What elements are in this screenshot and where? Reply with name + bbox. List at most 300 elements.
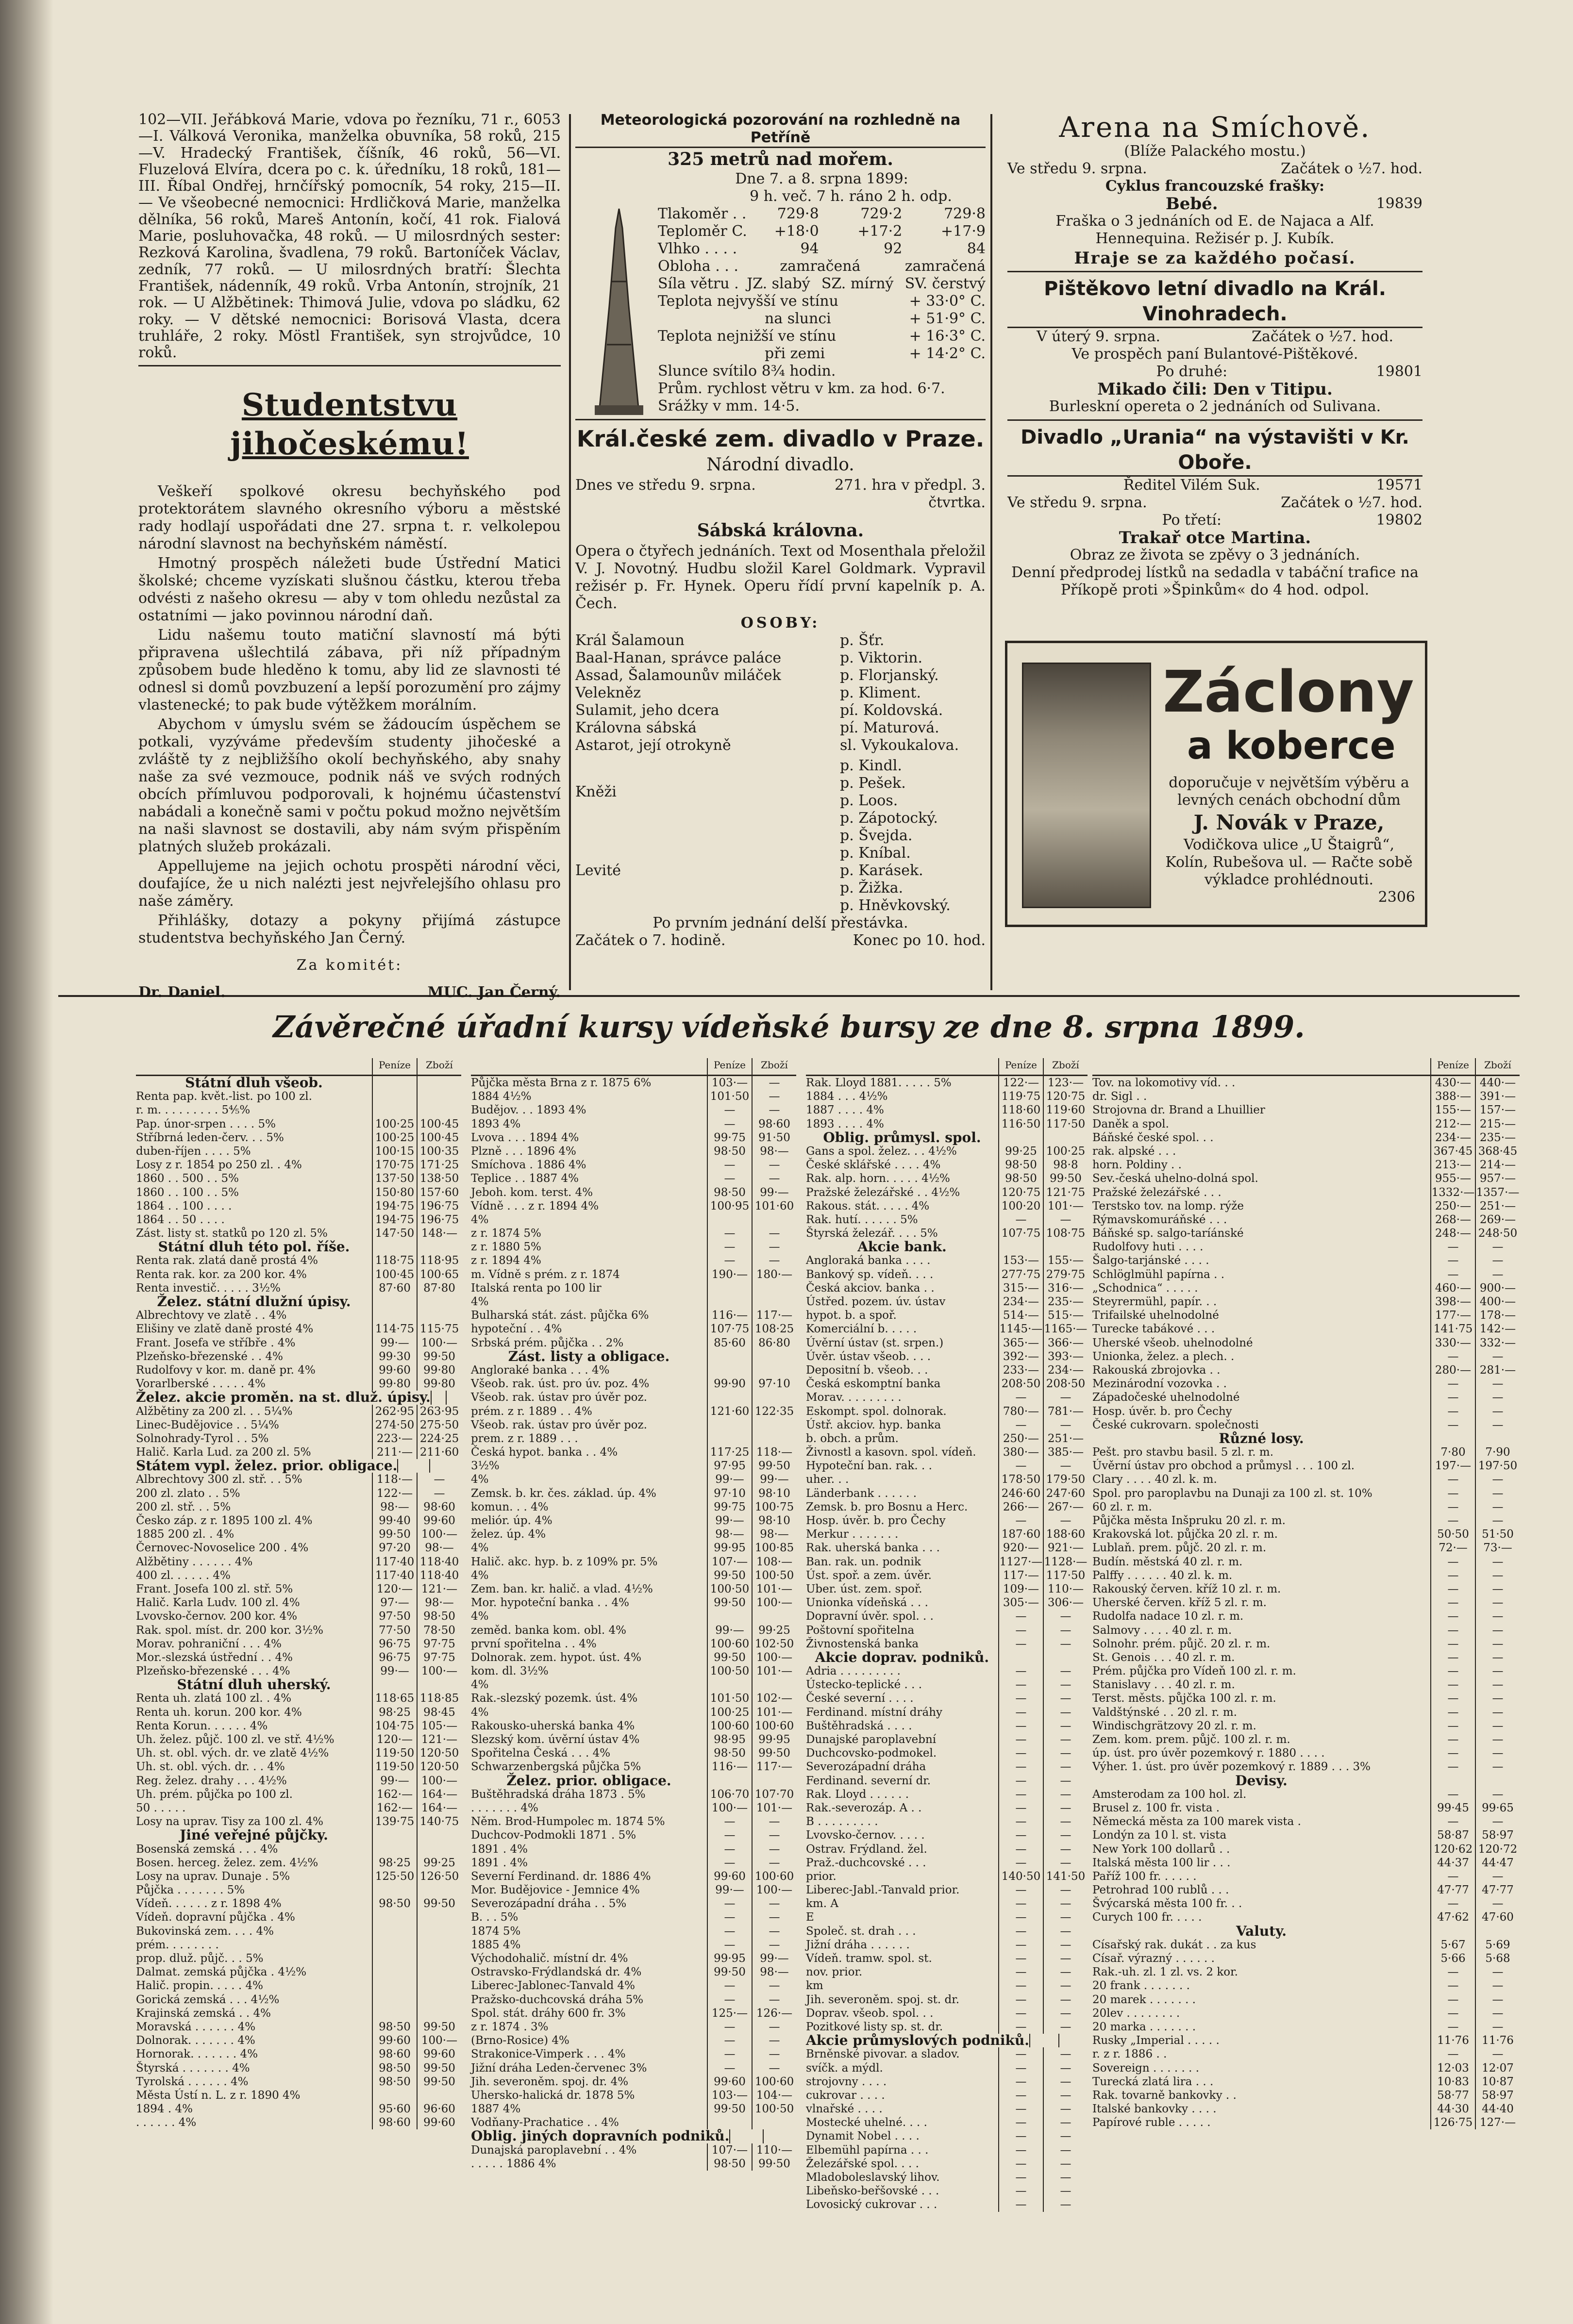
- bursy-goods-value: —: [1043, 1624, 1088, 1637]
- bursy-label: 1887 . . . . 4%: [806, 1104, 884, 1117]
- urania-dateline: [1007, 494, 1422, 512]
- bursy-money-value: 114·75: [372, 1322, 417, 1336]
- bursy-goods-value: —: [1043, 1979, 1088, 1992]
- meteo-value: +17·9: [941, 223, 986, 240]
- header-goods: Zboží: [1475, 1058, 1520, 1075]
- bursy-money-value: 98·50: [707, 1186, 752, 1199]
- bursy-row: [806, 1213, 1088, 1227]
- bursy-row: [471, 1965, 796, 1979]
- cast-actor: p. Viktorin.: [840, 649, 923, 666]
- bursy-money-value: [707, 1213, 752, 1227]
- bursy-row: [806, 1610, 1088, 1623]
- bursy-goods-value: 100·—: [752, 1651, 796, 1664]
- bursy-row: [806, 1473, 1088, 1486]
- bursy-money-value: [707, 1295, 752, 1309]
- bursy-row: [1092, 2047, 1520, 2061]
- bursy-goods-value: —: [1043, 2143, 1088, 2157]
- bursy-money-value: —: [1430, 1514, 1475, 1527]
- bursy-row: [1092, 1651, 1520, 1664]
- bursy-row: [471, 2075, 796, 2089]
- bursy-label: meliór. úp. 4%: [471, 1514, 552, 1527]
- bursy-label: Pražské železářské . . .: [1092, 1186, 1222, 1199]
- bursy-label: 4%: [471, 1678, 489, 1692]
- bursy-money-value: —: [998, 1843, 1043, 1856]
- bursy-row: [1092, 1240, 1520, 1254]
- meteo-row: [658, 275, 986, 293]
- bursy-money-value: 99·90: [707, 1377, 752, 1391]
- bursy-label: Renta rak. zlatá daně prostá 4%: [136, 1254, 318, 1267]
- bursy-goods-value: 98·—: [752, 1145, 796, 1158]
- bursy-row: [136, 1774, 461, 1788]
- bursy-money-value: —: [1430, 1624, 1475, 1637]
- bursy-money-value: —: [707, 2020, 752, 2034]
- bursy-goods-value: —: [1475, 1555, 1520, 1569]
- cast-row: [575, 737, 986, 754]
- pistek-dateline: [1007, 328, 1422, 346]
- bursy-row: [136, 1979, 461, 1992]
- bursy-row: [1092, 1350, 1520, 1363]
- bursy-label: Alžbětiny . . . . . . 4%: [136, 1555, 253, 1568]
- bursy-label: Státní dluh této pol. říše.: [158, 1239, 350, 1255]
- ad-text-1: doporučuje v největším výběru a levných cenách obchodní dům: [1169, 774, 1409, 809]
- bursy-label: Štyrská . . . . . . . 4%: [136, 2061, 250, 2075]
- bursy-label: Mor. hypoteční banka . . 4%: [471, 1596, 630, 1610]
- pause-note: Po prvním jednání delší přestávka.: [653, 914, 908, 931]
- bursy-label: 1884 4½%: [471, 1090, 532, 1103]
- bursy-label: 1864 . . 100 . . . .: [136, 1199, 232, 1212]
- bursy-money-value: —: [1430, 1377, 1475, 1391]
- bursy-label: Rak. uherská banka . . .: [806, 1542, 940, 1555]
- bursy-label: 200 zl. stř. . . 5%: [136, 1500, 231, 1513]
- bursy-label: Plzně . . . 1896 4%: [471, 1145, 576, 1158]
- bursy-label: Uber. úst. zem. spoř.: [806, 1582, 922, 1595]
- bursy-goods-value: 117·50: [1043, 1117, 1088, 1131]
- bursy-goods-value: 279·75: [1043, 1268, 1088, 1281]
- bursy-label: Šalgo-tarjánské . . . .: [1092, 1254, 1209, 1267]
- bursy-label: Všeob. rak. úst. pro úv. poz. 4%: [471, 1378, 650, 1391]
- bursy-goods-value: —: [1043, 1965, 1088, 1979]
- bursy-money-value: [707, 1678, 752, 1692]
- bursy-goods-value: 235·—: [1043, 1295, 1088, 1309]
- meteo-value: +17·2: [857, 223, 903, 240]
- bursy-label: Palffy . . . . . . 40 zl. k. m.: [1092, 1569, 1233, 1582]
- header-money: Peníze: [1430, 1058, 1475, 1075]
- bursy-money-value: [372, 2089, 417, 2102]
- bursy-row: [136, 1596, 461, 1610]
- bursy-goods-value: —: [1043, 1801, 1088, 1815]
- cast-actor: p. Karásek.: [840, 862, 923, 879]
- bursy-label: Bankový sp. vídeň. . . .: [806, 1268, 934, 1281]
- bursy-label: . . . . . . . 4%: [471, 1801, 538, 1814]
- bursy-row: [471, 2034, 796, 2047]
- bursy-row: [136, 1692, 461, 1705]
- bursy-row: [471, 1186, 796, 1199]
- bursy-goods-value: —: [1475, 1746, 1520, 1760]
- bursy-money-value: [372, 1843, 417, 1856]
- bursy-row: [1092, 1610, 1520, 1623]
- bursy-goods-value: 104·—: [752, 2089, 796, 2102]
- bursy-money-value: 380·—: [998, 1445, 1043, 1459]
- bursy-money-value: 98·50: [372, 2075, 417, 2089]
- bursy-row: [471, 1856, 796, 1870]
- bursy-money-value: 190·—: [707, 1268, 752, 1281]
- bursy-label: Liberec-Jabl.-Tanvald prior.: [806, 1884, 960, 1897]
- bursy-row: [471, 2089, 796, 2102]
- bursy-money-value: —: [1430, 1268, 1475, 1281]
- bursy-label: zeměd. banka kom. obl. 4%: [471, 1624, 626, 1637]
- bursy-goods-value: —: [1043, 1843, 1088, 1856]
- bursy-label: New York 100 dollarů . .: [1092, 1843, 1230, 1856]
- bursy-label: Rakouská zbrojovka . .: [1092, 1363, 1221, 1377]
- bursy-label: Rakouský červen. kříž 10 zl. r. m.: [1092, 1582, 1281, 1595]
- bursy-goods-value: [752, 1295, 796, 1309]
- page-binding-shadow: [0, 0, 53, 2324]
- bursy-row: [1092, 1664, 1520, 1678]
- bursy-goods-value: —: [1475, 2007, 1520, 2020]
- bursy-goods-value: 100·45: [417, 1131, 461, 1145]
- cast-row: [575, 649, 986, 667]
- end-time: Konec po 10. hod.: [853, 932, 986, 949]
- bursy-row: [136, 2007, 461, 2020]
- bursy-money-value: —: [707, 1856, 752, 1870]
- bursy-row: [471, 1719, 796, 1733]
- bursy-blank-cell: [372, 1240, 417, 1254]
- bursy-label: želez. úp. 4%: [471, 1528, 546, 1541]
- bursy-goods-value: —: [1475, 1979, 1520, 1992]
- bursy-money-value: [372, 1993, 417, 2007]
- bursy-label: Ústř. akciov. hyp. banka: [806, 1418, 941, 1431]
- bursy-money-value: —: [707, 1815, 752, 1828]
- bursy-money-value: 234·—: [1430, 1131, 1475, 1145]
- bursy-money-value: 99·30: [372, 1350, 417, 1363]
- bursy-label: Vídeň. tramw. spol. st.: [806, 1952, 932, 1965]
- bursy-label: Doprav. všeob. spol. . .: [806, 2007, 934, 2020]
- bursy-row: [1092, 1828, 1520, 1842]
- bursy-goods-value: —: [1043, 1828, 1088, 1842]
- bursy-goods-value: 78·50: [417, 1624, 461, 1637]
- meteo-temp: [658, 310, 986, 328]
- bursy-row: [471, 1651, 796, 1664]
- cast-row: [575, 684, 986, 702]
- bursy-label: Tyrolská . . . . . . 4%: [136, 2075, 249, 2088]
- bursy-label: Srbská prém. půjčka . . 2%: [471, 1336, 624, 1349]
- bursy-blank-cell: [707, 1350, 752, 1363]
- meteo-temp: [658, 328, 986, 345]
- bursy-goods-value: 100·65: [417, 1268, 461, 1281]
- bursy-row: [136, 1131, 461, 1145]
- bursy-label: Rak. alp. horn. . . . . 4½%: [806, 1172, 950, 1185]
- bursy-goods-value: 215·—: [1475, 1117, 1520, 1131]
- bursy-row: [471, 1555, 796, 1569]
- bursy-row: [806, 1459, 1088, 1473]
- bursy-goods-value: 99·60: [417, 2116, 461, 2129]
- bursy-label: Česká akciov. banka . .: [806, 1281, 935, 1295]
- bursy-goods-value: —: [752, 1910, 796, 1924]
- bursy-label: Štyrská železář. . . . 5%: [806, 1227, 938, 1240]
- bursy-goods-value: —: [1475, 1760, 1520, 1774]
- bursy-goods-value: —: [1475, 1254, 1520, 1267]
- bursy-row: [136, 1815, 461, 1828]
- bursy-label: Renta uh. zlatá 100 zl. . 4%: [136, 1692, 292, 1705]
- bursy-money-value: 100·95: [707, 1199, 752, 1213]
- bursy-label: Černovec-Novoselice 200 . 4%: [136, 1542, 309, 1555]
- bursy-row: [1092, 1596, 1520, 1610]
- arena-start: Začátek o ½7. hod.: [1281, 160, 1422, 177]
- bursy-section-heading: [136, 1240, 461, 1254]
- bursy-row: [806, 1103, 1088, 1117]
- bursy-label: Švýcarská města 100 fr. . .: [1092, 1897, 1242, 1910]
- bursy-goods-value: —: [752, 1103, 796, 1117]
- bursy-money-value: 100·45: [372, 1268, 417, 1281]
- bursy-money-value: —: [998, 2047, 1043, 2061]
- bursy-money-value: —: [998, 1706, 1043, 1719]
- bursy-row: [806, 2116, 1088, 2129]
- arena-date: Ve středu 9. srpna.: [1007, 160, 1147, 177]
- bursy-goods-value: —: [1475, 1624, 1520, 1637]
- bursy-money-value: 99·—: [707, 1883, 752, 1897]
- bursy-goods-value: 97·75: [417, 1651, 461, 1664]
- bursy-label: 1893 4%: [471, 1117, 521, 1130]
- bursy-goods-value: —: [1043, 1952, 1088, 1965]
- bursy-row: [136, 2116, 461, 2129]
- bursy-goods-value: 105·—: [417, 1719, 461, 1733]
- bursy-row: [471, 2102, 796, 2116]
- cast-role: Sulamit, jeho dcera: [575, 702, 720, 719]
- signatures: [138, 984, 561, 1001]
- bursy-label: 4%: [471, 1213, 489, 1226]
- bursy-label: Výher. 1. úst. pro úvěr pozemkový r. 1889 . . . 3%: [1092, 1760, 1371, 1774]
- bursy-money-value: 117·25: [707, 1445, 752, 1459]
- bursy-money-value: —: [998, 1733, 1043, 1746]
- bursy-label: Adria . . . . . . . . .: [806, 1665, 901, 1678]
- bursy-goods-value: —: [1043, 1459, 1088, 1473]
- bursy-label: Hosp. úvěr. b. pro Čechy: [806, 1514, 946, 1527]
- bursy-money-value: 367·45: [1430, 1145, 1475, 1158]
- bursy-money-value: 212·—: [1430, 1117, 1475, 1131]
- arena-title: Arena na Smíchově.: [1059, 111, 1371, 144]
- bursy-goods-value: —: [1475, 1815, 1520, 1828]
- bursy-goods-value: 440·—: [1475, 1076, 1520, 1090]
- bursy-row: [1092, 2061, 1520, 2075]
- bursy-money-value: —: [1430, 1870, 1475, 1883]
- urania-start: Začátek o ½7. hod.: [1281, 494, 1422, 511]
- bursy-row: [1092, 1227, 1520, 1240]
- bursy-row: [136, 2089, 461, 2102]
- bursy-money-value: 100·25: [707, 1706, 752, 1719]
- bursy-money-value: —: [707, 2047, 752, 2061]
- bursy-label: B . . . . . . . . .: [806, 1815, 878, 1828]
- bursy-goods-value: [752, 1432, 796, 1445]
- bursy-row: [136, 2034, 461, 2047]
- bursy-goods-value: —: [417, 1487, 461, 1500]
- pistek-description: Burleskní opereta o 2 jednáních od Sulivana.: [1049, 398, 1381, 415]
- bursy-goods-value: 99·95: [752, 1733, 796, 1746]
- meteo-extra: Prům. rychlost větru v km. za hod. 6·7.: [658, 380, 945, 397]
- bursy-goods-value: —: [1043, 2102, 1088, 2116]
- bursy-money-value: 139·75: [372, 1815, 417, 1828]
- bursy-row: [136, 1925, 461, 1938]
- bursy-label: Pešt. pro stavbu basil. 5 zl. r. m.: [1092, 1446, 1274, 1459]
- bursy-money-value: —: [707, 1910, 752, 1924]
- bursy-row: [136, 1856, 461, 1870]
- bursy-goods-value: 5·68: [1475, 1952, 1520, 1965]
- bursy-money-value: —: [707, 1979, 752, 1992]
- bursy-goods-value: —: [1043, 2020, 1088, 2034]
- bursy-label: km: [806, 1979, 823, 1992]
- meteo-extra: Srážky v mm. 14·5.: [658, 398, 800, 415]
- meteo-value: zamračená: [780, 258, 861, 275]
- bursy-label: Vídně . . . z r. 1894 4%: [471, 1199, 599, 1212]
- bursy-money-value: 107·—: [707, 1555, 752, 1569]
- bursy-label: Úvěrní ústav (st. srpen.): [806, 1336, 944, 1349]
- bursy-goods-value: [417, 1938, 461, 1952]
- bursy-blank-cell: [417, 1828, 461, 1842]
- bursy-goods-value: 781·—: [1043, 1405, 1088, 1418]
- bursy-money-value: —: [998, 2184, 1043, 2198]
- bursy-goods-value: 234·—: [1043, 1363, 1088, 1377]
- bursy-row: [1092, 1076, 1520, 1090]
- bursy-goods-value: —: [1043, 1910, 1088, 1924]
- bursy-row: [806, 2089, 1088, 2102]
- bursy-label: 4%: [471, 1473, 489, 1486]
- bursy-label: Prém. půjčka pro Vídeň 100 zl. r. m.: [1092, 1665, 1296, 1678]
- bursy-label: Morav. pohraniční . . . 4%: [136, 1637, 282, 1650]
- bursy-money-value: —: [1430, 1815, 1475, 1828]
- bursy-blank-cell: [1043, 1240, 1088, 1254]
- bursy-section-heading: [136, 1295, 461, 1309]
- bursy-goods-value: 100·35: [417, 1145, 461, 1158]
- bursy-label: uher. . .: [806, 1473, 849, 1486]
- bursy-label: kom. dl. 3½%: [471, 1665, 549, 1678]
- bursy-money-value: [707, 1363, 752, 1377]
- bursy-money-value: 153·—: [998, 1254, 1043, 1267]
- ad-title: Záclony: [1163, 658, 1414, 725]
- bursy-column-header: [806, 1058, 1088, 1076]
- bursy-money-value: —: [1430, 1637, 1475, 1651]
- bursy-goods-value: —: [752, 1227, 796, 1240]
- bursy-goods-value: 211·60: [417, 1445, 461, 1459]
- bursy-label: 50 . . . . .: [136, 1801, 186, 1814]
- bursy-money-value: 99·—: [707, 1514, 752, 1527]
- bursy-goods-value: —: [1043, 1664, 1088, 1678]
- bursy-goods-value: [417, 1103, 461, 1117]
- bursy-blank-cell: [372, 1295, 417, 1309]
- bursy-label: Buštěhradská . . . .: [806, 1719, 912, 1732]
- bursy-label: 1860 . . 100 . . 5%: [136, 1186, 239, 1199]
- bursy-goods-value: 118·40: [417, 1555, 461, 1569]
- header-money: Peníze: [372, 1058, 417, 1075]
- bursy-money-value: 125·—: [707, 2007, 752, 2020]
- bursy-label: Spořitelna Česká . . . 4%: [471, 1747, 611, 1760]
- bursy-money-value: 98·50: [707, 1145, 752, 1158]
- bursy-label: z r. 1880 5%: [471, 1241, 541, 1254]
- bursy-row: [1092, 1541, 1520, 1555]
- bursy-goods-value: 107·70: [752, 1788, 796, 1801]
- bursy-label: Pap. únor-srpen . . . . 5%: [136, 1117, 276, 1130]
- bursy-goods-value: 100·60: [752, 1719, 796, 1733]
- bursy-money-value: 100·20: [998, 1199, 1043, 1213]
- bursy-money-value: 266·—: [998, 1500, 1043, 1514]
- arena-play: Bebé.: [1165, 194, 1218, 214]
- bursy-label: 1891 . 4%: [471, 1843, 528, 1856]
- bursy-money-value: 150·80: [372, 1186, 417, 1199]
- bursy-goods-value: 248·50: [1475, 1227, 1520, 1240]
- bursy-label: Bulharská stát. zást. půjčka 6%: [471, 1309, 649, 1322]
- bursy-money-value: —: [998, 1788, 1043, 1801]
- bursy-blank-cell: [1430, 1774, 1475, 1788]
- bursy-money-value: 955·—: [1430, 1172, 1475, 1185]
- bursy-label: b. obch. a prům.: [806, 1432, 899, 1445]
- bursy-row: [136, 1213, 461, 1227]
- bursy-money-value: 120·—: [372, 1733, 417, 1746]
- bursy-blank-cell: [429, 1459, 461, 1473]
- bursy-label: strojovny . . . .: [806, 2075, 887, 2088]
- bursy-label: Společ. st. drah . . .: [806, 1925, 916, 1938]
- bursy-row: [136, 1445, 461, 1459]
- bursy-label: Zást. listy a obligace.: [508, 1348, 670, 1364]
- bursy-label: Halič. propin. . . . . 4%: [136, 1979, 264, 1992]
- bursy-row: [471, 1432, 796, 1445]
- bursy-goods-value: [752, 1610, 796, 1623]
- bursy-row: [136, 2047, 461, 2061]
- bursy-label: Státní dluh uherský.: [177, 1677, 331, 1693]
- bursy-goods-value: 118·95: [417, 1254, 461, 1267]
- bursy-label: Lovosický cukrovar . . .: [806, 2198, 937, 2211]
- meteo-row: [658, 223, 986, 240]
- bursy-row: [806, 2047, 1088, 2061]
- bursy-label: Rak.-uh. zl. 1 zl. vs. 2 kor.: [1092, 1966, 1238, 1979]
- bursy-goods-value: —: [1043, 1938, 1088, 1952]
- cast-actor: p. Kliment.: [840, 684, 921, 701]
- bursy-money-value: 147·50: [372, 1227, 417, 1240]
- bursy-money-value: 197·—: [1430, 1459, 1475, 1473]
- urania-number: 19802: [1376, 512, 1422, 529]
- bursy-money-value: 98·60: [372, 2116, 417, 2129]
- bursy-money-value: 100·15: [372, 1145, 417, 1158]
- bursy-goods-value: 138·50: [417, 1172, 461, 1185]
- bursy-goods-value: 97·75: [417, 1637, 461, 1651]
- bursy-row: [1092, 2007, 1520, 2020]
- bursy-money-value: —: [1430, 2047, 1475, 2061]
- bursy-money-value: 514·—: [998, 1309, 1043, 1322]
- bursy-label: Renta investič. . . . . 3½%: [136, 1281, 281, 1295]
- bursy-row: [471, 1527, 796, 1541]
- bursy-label: první spořitelna . . 4%: [471, 1637, 597, 1650]
- bursy-row: [806, 1843, 1088, 1856]
- bursy-label: Úvěr. ústav všeob. . . .: [806, 1350, 931, 1363]
- bursy-goods-value: 515·—: [1043, 1309, 1088, 1322]
- bursy-goods-value: 99·50: [417, 1350, 461, 1363]
- bursy-row: [471, 1500, 796, 1514]
- bursy-label: E: [806, 1911, 814, 1924]
- bursy-goods-value: —: [1475, 1473, 1520, 1486]
- bursy-money-value: 119·50: [372, 1760, 417, 1774]
- bursy-money-value: 116·—: [707, 1760, 752, 1774]
- priests-label: Kněži: [575, 783, 617, 800]
- bursy-goods-value: 393·—: [1043, 1350, 1088, 1363]
- bursy-section-heading: [136, 1678, 461, 1692]
- bursy-money-value: —: [1430, 1719, 1475, 1733]
- bursy-label: Želez. akcie proměn. na st. dluž. úpisy.: [136, 1389, 431, 1406]
- bursy-blank-cell: [752, 1350, 796, 1363]
- bursy-row: [471, 1993, 796, 2007]
- bursy-goods-value: —: [752, 1090, 796, 1103]
- bursy-label: Ústřed. pozem. úv. ústav: [806, 1295, 946, 1308]
- bursy-row: [136, 2075, 461, 2089]
- bursy-label: Úvěrní ústav pro obchod a průmysl . . . 100 zl.: [1092, 1460, 1355, 1473]
- bursy-row: [471, 1103, 796, 1117]
- bursy-label: Strojovna dr. Brand a Lhuillier: [1092, 1104, 1265, 1117]
